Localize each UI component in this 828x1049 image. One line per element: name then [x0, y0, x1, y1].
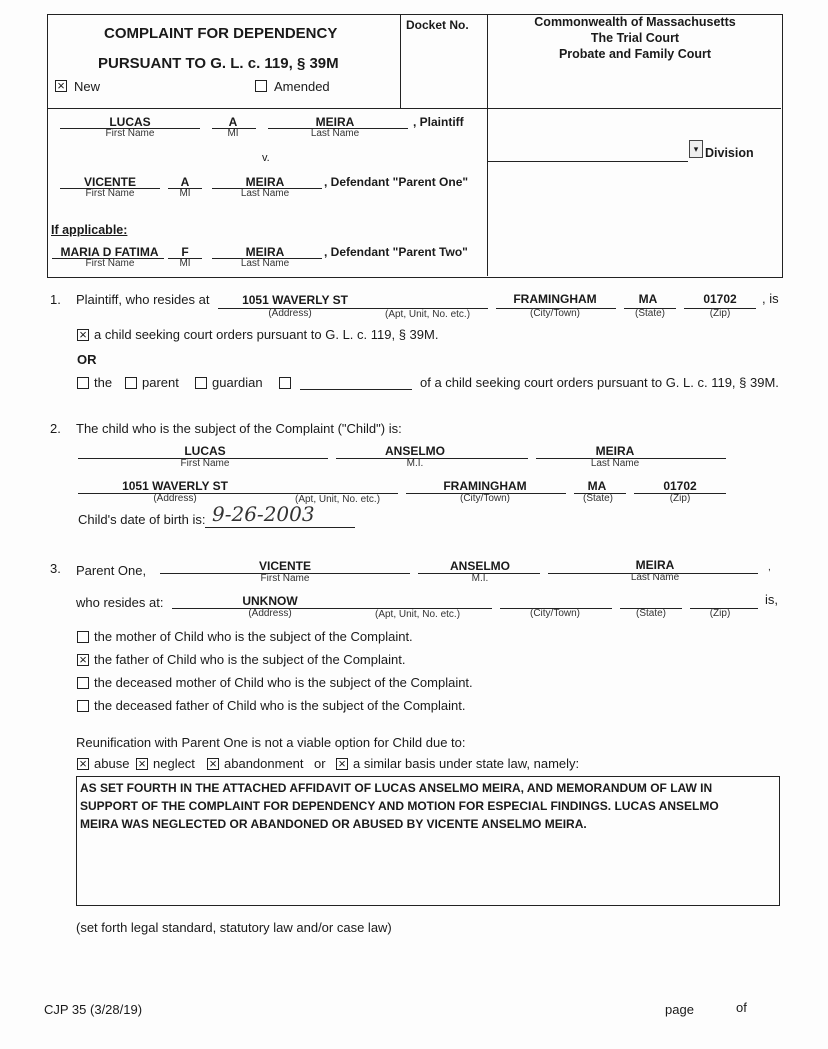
last-name-label: Last Name — [240, 258, 290, 269]
new-checkbox[interactable] — [55, 80, 67, 92]
last-name-label: Last Name — [590, 458, 640, 469]
child-checkbox[interactable] — [77, 329, 89, 341]
mi-label: MI — [227, 128, 239, 139]
apt-label: (Apt, Unit, No. etc.) — [385, 309, 471, 320]
of-label: of — [736, 1000, 747, 1015]
plaintiff-role: , Plaintiff — [413, 115, 464, 129]
form-title-line2: PURSUANT TO G. L. c. 119, § 39M — [98, 55, 339, 72]
section2-text: The child who is the subject of the Complaint ("Child") is: — [76, 421, 402, 436]
section1-zip: 01702 — [703, 292, 737, 306]
section3-text: Parent One, — [76, 563, 147, 578]
city-label: (City/Town) — [459, 493, 510, 504]
similar-label: a similar basis under state law, namely: — [353, 756, 580, 771]
section1-city: FRAMINGHAM — [513, 292, 597, 306]
father-option: the father of Child who is the subject of the Complaint. — [94, 652, 406, 667]
section3-num: 3. — [50, 561, 61, 576]
guardian-label: guardian — [212, 375, 263, 390]
division-dropdown[interactable] — [689, 140, 703, 158]
or-text: or — [314, 756, 326, 771]
child-zip: 01702 — [663, 479, 697, 493]
section2-num: 2. — [50, 421, 61, 436]
state-label: (State) — [582, 493, 613, 504]
parent-two-first: MARIA D FATIMA — [60, 245, 159, 259]
child-city: FRAMINGHAM — [443, 479, 527, 493]
parent-label: parent — [142, 375, 179, 390]
guardian-checkbox[interactable] — [195, 377, 207, 389]
address-label: (Address) — [268, 308, 312, 319]
child-option-label: a child seeking court orders pursuant to G. L. c. 119, § 39M. — [94, 327, 439, 342]
section1-text: Plaintiff, who resides at — [76, 292, 210, 307]
zip-label: (Zip) — [709, 608, 731, 619]
header-divider-2 — [487, 14, 488, 276]
docket-label: Docket No. — [406, 18, 469, 32]
parent-one-last: MEIRA — [245, 175, 285, 189]
statement-line1: AS SET FOURTH IN THE ATTACHED AFFIDAVIT OF LUCAS ANSELMO MEIRA, AND MEMORANDUM OF LAW IN — [80, 781, 713, 795]
versus: v. — [262, 152, 270, 164]
division-line — [488, 161, 688, 162]
the-checkbox[interactable] — [77, 377, 89, 389]
first-name-label: First Name — [85, 188, 135, 199]
last-name-label: Last Name — [240, 188, 290, 199]
section3-is: is, — [765, 592, 778, 607]
address-label: (Address) — [248, 608, 292, 619]
other-line — [300, 389, 412, 390]
mi-label: M.I. — [406, 458, 424, 469]
deceased-father-checkbox[interactable] — [77, 700, 89, 712]
child-first: LUCAS — [184, 444, 226, 458]
new-label: New — [74, 79, 101, 94]
court-line2: The Trial Court — [590, 31, 680, 45]
city-label: (City/Town) — [529, 308, 580, 319]
page-label: page — [665, 1002, 694, 1017]
parent-one-last-name: MEIRA — [635, 558, 675, 572]
plaintiff-mi: A — [228, 115, 238, 129]
court-line1: Commonwealth of Massachusetts — [534, 15, 736, 29]
header-hline — [47, 108, 781, 109]
mother-checkbox[interactable] — [77, 631, 89, 643]
section3-comma: , — [768, 562, 771, 573]
last-name-label: Last Name — [310, 128, 360, 139]
zip-label: (Zip) — [669, 493, 691, 504]
abandonment-label: abandonment — [224, 756, 304, 771]
header-divider-1 — [400, 14, 401, 108]
apt-label: (Apt, Unit, No. etc.) — [375, 609, 461, 620]
neglect-label: neglect — [153, 756, 195, 771]
chevron-down-icon: ▾ — [693, 144, 699, 154]
child-mi: ANSELMO — [385, 444, 445, 458]
parent-one-mi: A — [180, 175, 190, 189]
first-name-label: First Name — [105, 128, 155, 139]
if-applicable: If applicable: — [51, 223, 128, 237]
abandonment-checkbox[interactable] — [207, 758, 219, 770]
parent-one-address: UNKNOW — [242, 594, 298, 608]
child-last: MEIRA — [595, 444, 635, 458]
similar-checkbox[interactable] — [336, 758, 348, 770]
zip-label: (Zip) — [709, 308, 731, 319]
mi-label: M.I. — [471, 573, 489, 584]
mi-label: MI — [179, 258, 191, 269]
legal-note: (set forth legal standard, statutory law and/or case law) — [76, 920, 392, 935]
city-label: (City/Town) — [529, 608, 580, 619]
state-label: (State) — [635, 608, 666, 619]
father-checkbox[interactable] — [77, 654, 89, 666]
form-title-line1: COMPLAINT FOR DEPENDENCY — [104, 25, 338, 42]
apt-label: (Apt, Unit, No. etc.) — [295, 494, 381, 505]
state-label: (State) — [634, 308, 665, 319]
child-state: MA — [587, 479, 607, 493]
the-label: the — [94, 375, 113, 390]
statement-line2: SUPPORT OF THE COMPLAINT FOR DEPENDENCY AND MOTION FOR ESPECIAL FINDINGS. LUCAS ANSELMO — [80, 799, 719, 813]
parent-two-role: , Defendant "Parent Two" — [324, 245, 468, 259]
section1-num: 1. — [50, 292, 61, 307]
mi-label: MI — [179, 188, 191, 199]
plaintiff-first: LUCAS — [109, 115, 151, 129]
parent-one-first: VICENTE — [83, 175, 136, 189]
statement-box[interactable] — [76, 776, 780, 906]
division-label: Division — [705, 146, 754, 160]
address-label: (Address) — [153, 493, 197, 504]
dob-label: Child's date of birth is: — [78, 512, 206, 527]
mother-option: the mother of Child who is the subject of the Complaint. — [94, 629, 413, 644]
parent-one-first-name: VICENTE — [258, 559, 311, 573]
parent-two-mi: F — [181, 245, 189, 259]
amended-label: Amended — [274, 79, 330, 94]
other-checkbox[interactable] — [279, 377, 291, 389]
dob-value[interactable]: 9-26-2003 — [212, 502, 315, 526]
statement-line3: MEIRA WAS NEGLECTED OR ABANDONED OR ABUSED BY VICENTE ANSELMO MEIRA. — [80, 817, 587, 831]
neglect-checkbox[interactable] — [136, 758, 148, 770]
deceased-mother-option: the deceased mother of Child who is the subject of the Complaint. — [94, 675, 473, 690]
reunification-text: Reunification with Parent One is not a viable option for Child due to: — [76, 735, 466, 750]
section1-state: MA — [638, 292, 658, 306]
abuse-label: abuse — [94, 756, 130, 771]
plaintiff-last: MEIRA — [315, 115, 355, 129]
last-name-label: Last Name — [630, 572, 680, 583]
of-child-text: of a child seeking court orders pursuant to G. L. c. 119, § 39M. — [420, 375, 779, 390]
section1-address: 1051 WAVERLY ST — [242, 293, 348, 307]
deceased-mother-checkbox[interactable] — [77, 677, 89, 689]
or-label: OR — [77, 352, 97, 367]
abuse-checkbox[interactable] — [77, 758, 89, 770]
amended-checkbox[interactable] — [255, 80, 267, 92]
first-name-label: First Name — [85, 258, 135, 269]
form-id: CJP 35 (3/28/19) — [44, 1002, 143, 1017]
court-line3: Probate and Family Court — [558, 47, 712, 61]
child-address: 1051 WAVERLY ST — [122, 479, 228, 493]
first-name-label: First Name — [180, 458, 230, 469]
deceased-father-option: the deceased father of Child who is the subject of the Complaint. — [94, 698, 466, 713]
first-name-label: First Name — [260, 573, 310, 584]
parent-checkbox[interactable] — [125, 377, 137, 389]
section1-is: , is — [762, 291, 779, 306]
parent-one-role: , Defendant "Parent One" — [324, 175, 469, 189]
parent-one-middle: ANSELMO — [450, 559, 510, 573]
parent-two-last: MEIRA — [245, 245, 285, 259]
resides-label: who resides at: — [76, 595, 164, 610]
